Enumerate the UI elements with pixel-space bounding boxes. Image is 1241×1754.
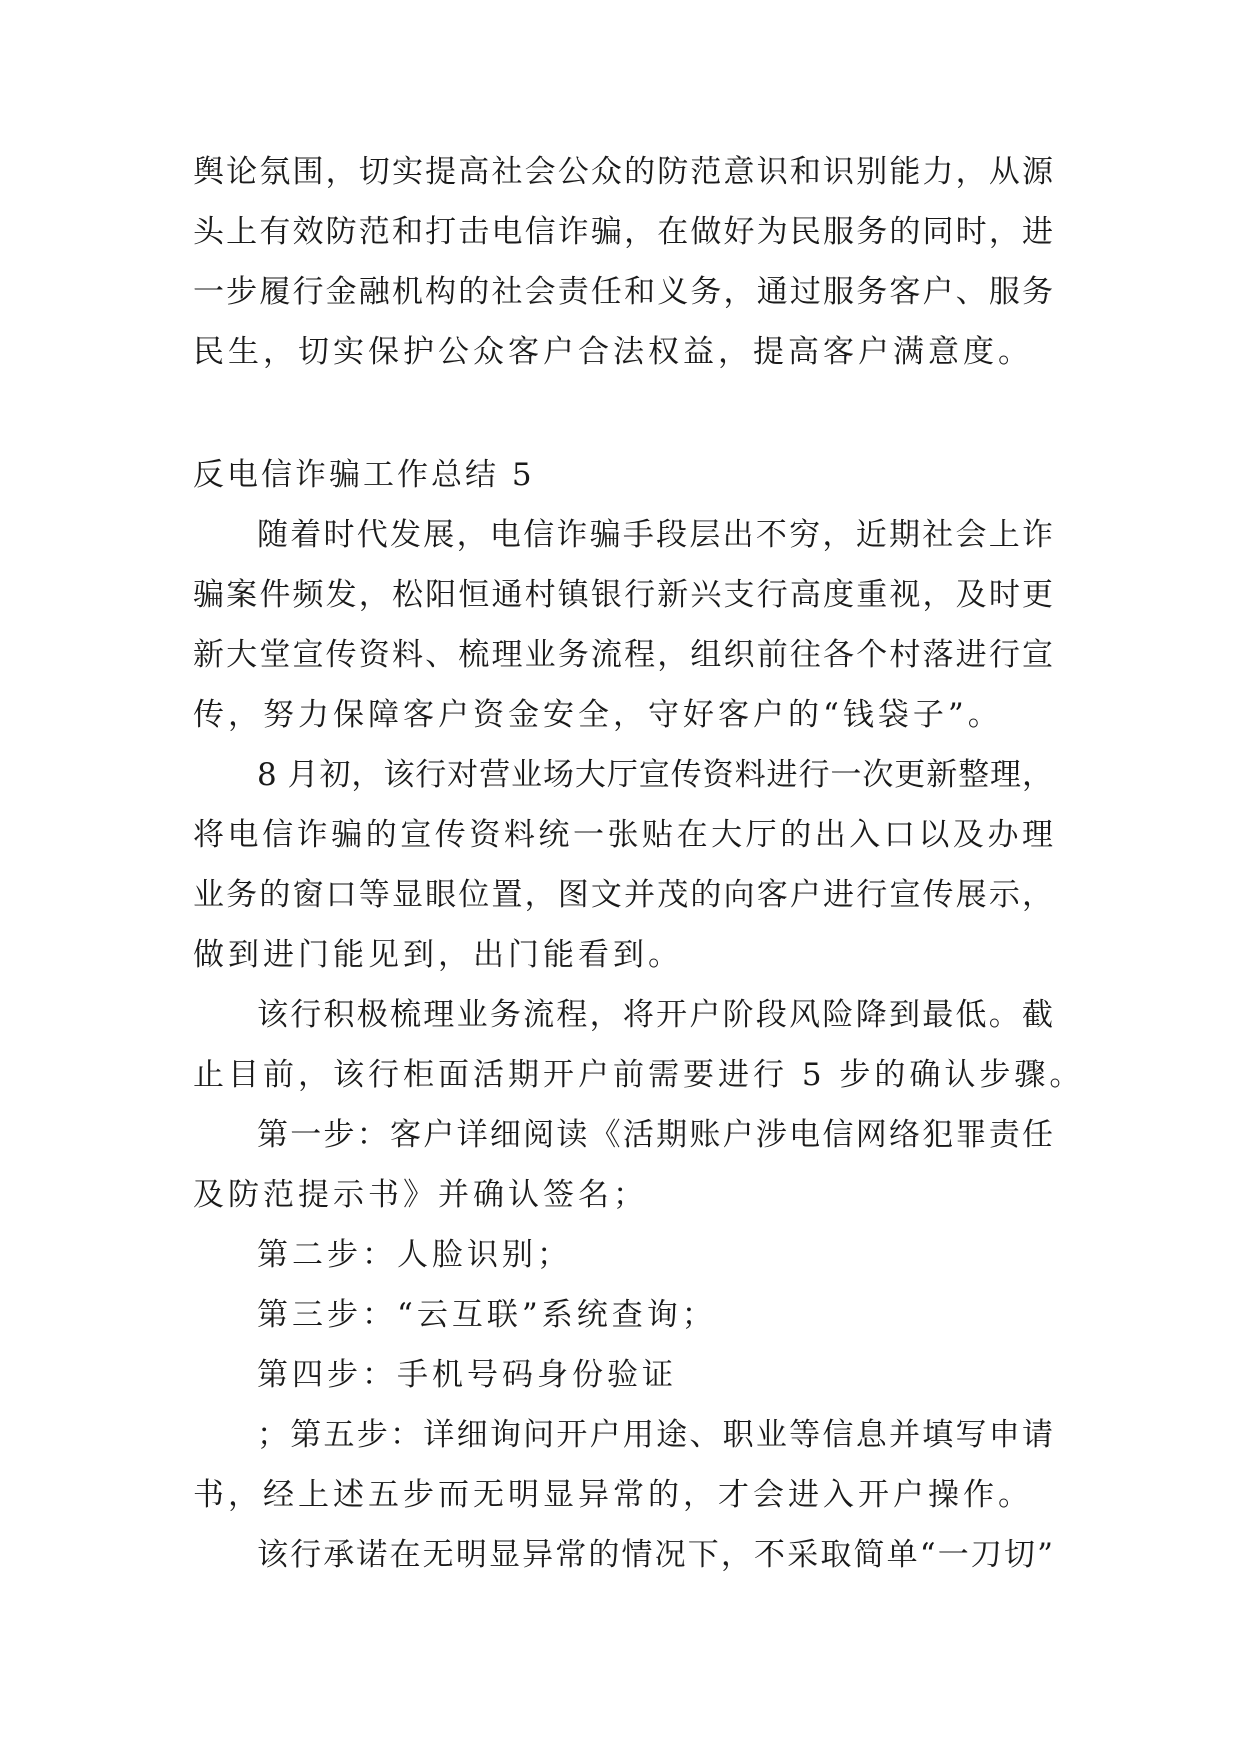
paragraph-line: 头上有效防范和打击电信诈骗，在做好为民服务的同时，进	[193, 214, 1053, 250]
paragraph-line: 新大堂宣传资料、梳理业务流程，组织前往各个村落进行宣	[193, 637, 1053, 673]
paragraph-line: 将电信诈骗的宣传资料统一张贴在大厅的出入口以及办理	[193, 817, 1053, 853]
paragraph-line: 民生，切实保护公众客户合法权益，提高客户满意度。	[193, 334, 1033, 370]
paragraph-line: 骗案件频发，松阳恒通村镇银行新兴支行高度重视，及时更	[193, 577, 1053, 613]
paragraph-line: 业务的窗口等显眼位置，图文并茂的向客户进行宣传展示，	[193, 877, 1053, 913]
paragraph-line: 随着时代发展，电信诈骗手段层出不穷，近期社会上诈	[257, 517, 1053, 553]
paragraph-line: 做到进门能见到，出门能看到。	[193, 937, 683, 973]
paragraph-line: 该行承诺在无明显异常的情况下，不采取简单“一刀切”	[257, 1537, 1053, 1573]
paragraph-line: 该行积极梳理业务流程，将开户阶段风险降到最低。截	[257, 997, 1053, 1033]
section-heading: 反电信诈骗工作总结 5	[193, 457, 535, 493]
step-line: 及防范提示书》并确认签名；	[193, 1177, 648, 1213]
step-line: ；第五步：详细询问开户用途、职业等信息并填写申请	[257, 1417, 1053, 1453]
paragraph-line: 传，努力保障客户资金安全，守好客户的“钱袋子”。	[193, 697, 1003, 733]
step-line: 书，经上述五步而无明显异常的，才会进入开户操作。	[193, 1477, 1033, 1513]
paragraph-line: 舆论氛围，切实提高社会公众的防范意识和识别能力，从源	[193, 154, 1053, 190]
step-line: 第四步：手机号码身份验证	[257, 1357, 677, 1393]
step-line: 第三步：“云互联”系统查询；	[257, 1297, 717, 1333]
paragraph-line: 8 月初，该行对营业场大厅宣传资料进行一次更新整理，	[257, 757, 1053, 793]
step-line: 第二步：人脸识别；	[257, 1237, 572, 1273]
step-line: 第一步：客户详细阅读《活期账户涉电信网络犯罪责任	[257, 1117, 1053, 1153]
paragraph-line: 一步履行金融机构的社会责任和义务，通过服务客户、服务	[193, 274, 1053, 310]
paragraph-line: 止目前，该行柜面活期开户前需要进行 5 步的确认步骤。	[193, 1057, 1085, 1093]
